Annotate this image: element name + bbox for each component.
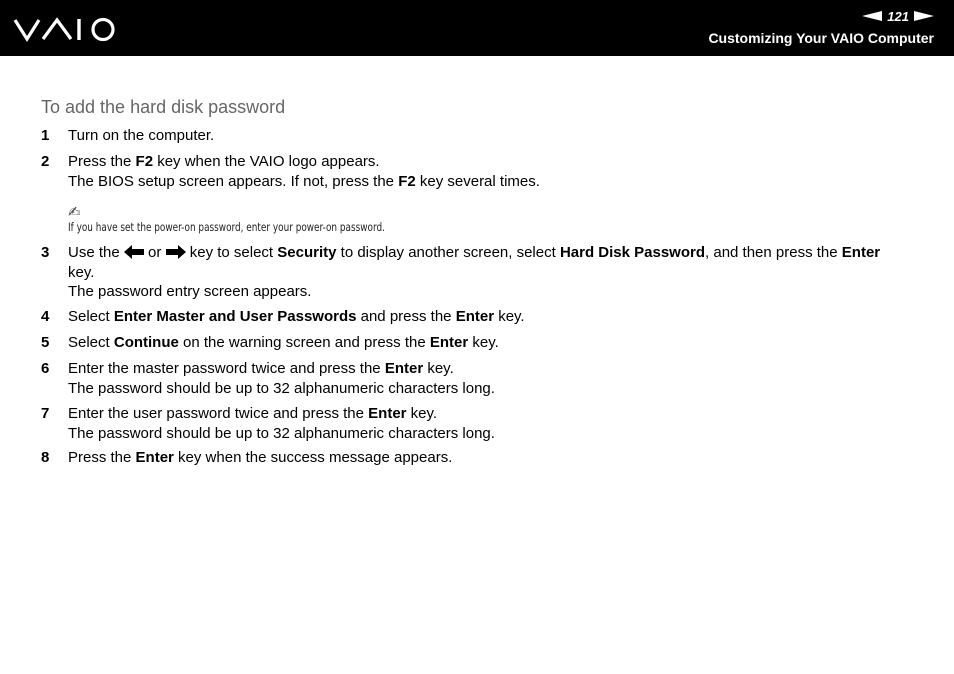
step-number: 6	[41, 360, 50, 377]
header-bar	[0, 0, 954, 56]
procedure-heading: To add the hard disk password	[41, 97, 286, 117]
page-navigation	[862, 8, 934, 24]
section-title: Customizing Your VAIO Computer	[708, 30, 934, 46]
step-number: 1	[41, 127, 50, 144]
step-number: 8	[41, 449, 50, 466]
step-text: Use the or key to select Security to display another screen, select Hard Disk Password, and then press the Enter key. The password entry screen appears.	[68, 244, 881, 300]
step-text: Enter the master password twice and press the Enter key. The password should be up to 32 alphanumeric characters long.	[68, 360, 495, 397]
right-arrow-key-icon	[166, 245, 186, 259]
step-number: 5	[41, 334, 50, 351]
step-number: 7	[41, 405, 50, 422]
left-arrow-key-icon	[124, 245, 144, 259]
step-text: Enter the user password twice and press the Enter key. The password should be up to 32 alphanumeric characters long.	[68, 405, 495, 442]
previous-page-arrow-icon[interactable]	[862, 11, 882, 21]
page-number: 121	[887, 8, 909, 24]
step-text: Press the Enter key when the success message appears.	[68, 449, 453, 466]
step-number: 2	[41, 153, 50, 170]
note-pencil-icon: ✍	[68, 204, 81, 221]
step-number: 3	[41, 244, 50, 261]
step-text: Press the F2 key when the VAIO logo appears. The BIOS setup screen appears. If not, press the F2 key several times.	[68, 153, 540, 190]
vaio-logo	[13, 14, 121, 44]
step-text: Turn on the computer.	[68, 127, 215, 144]
step-text: Select Continue on the warning screen and press the Enter key.	[68, 334, 499, 351]
step-number: 4	[41, 308, 50, 325]
note-text: If you have set the power-on password, enter your power-on password.	[68, 220, 385, 234]
step-text: Select Enter Master and User Passwords and press the Enter key.	[68, 308, 525, 325]
next-page-arrow-icon[interactable]	[914, 11, 934, 21]
